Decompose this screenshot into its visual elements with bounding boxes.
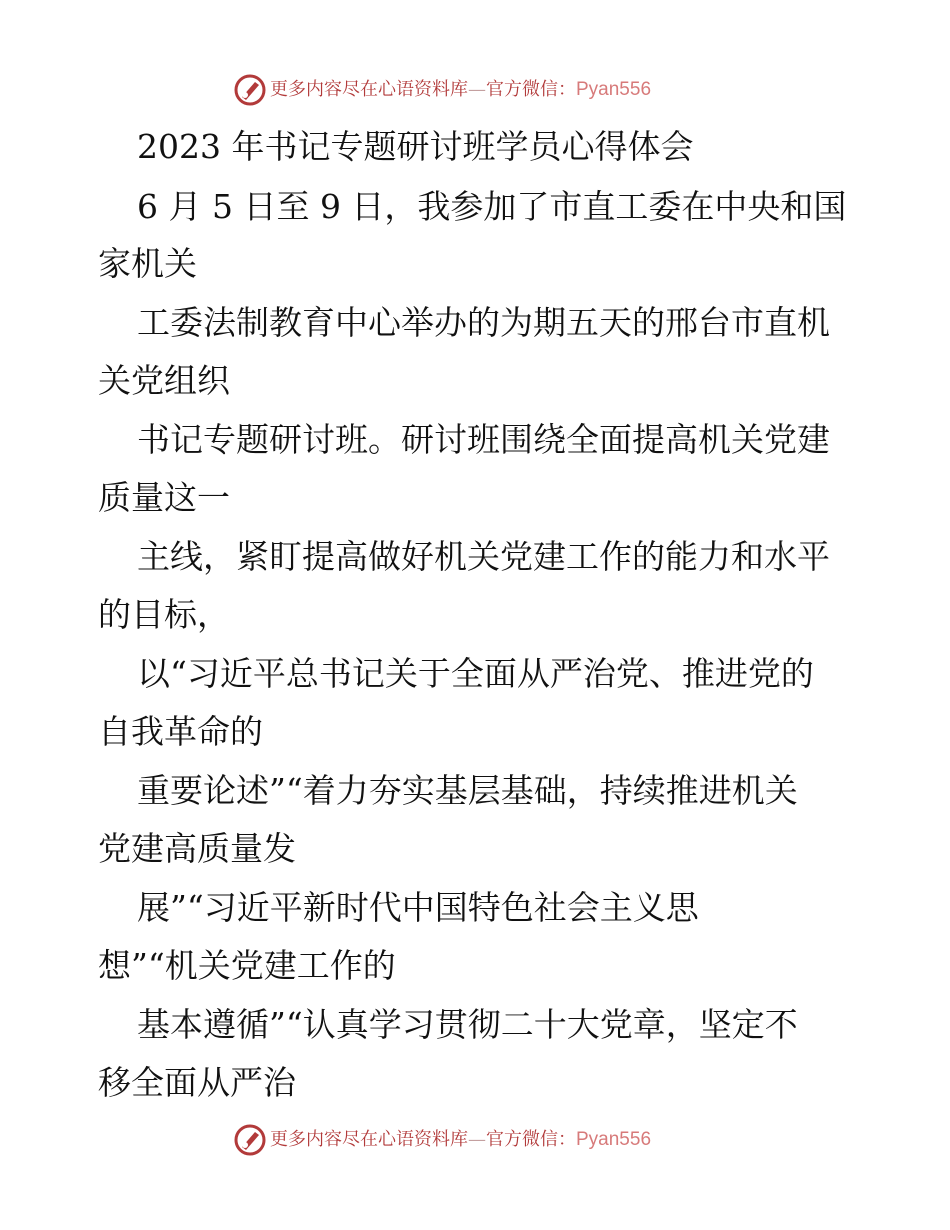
banner-wechat-label: 官方微信：	[486, 1129, 576, 1150]
paragraph-line: 书记专题研讨班。研讨班围绕全面提高机关党建	[137, 420, 830, 459]
paragraph-line: 想”“机关党建工作的	[98, 946, 396, 985]
paragraph-line: 的目标，	[98, 595, 230, 634]
paragraph-line: 展”“习近平新时代中国特色社会主义思	[137, 888, 699, 927]
banner-text	[270, 1118, 651, 1162]
paragraph-line: 以“习近平总书记关于全面从严治党、推进党的	[137, 654, 814, 693]
banner-wechat-label: 官方微信：	[486, 79, 576, 100]
quill-seal-icon	[233, 1123, 267, 1157]
footer-banner	[0, 1118, 950, 1162]
banner-account: Pyan556	[576, 1129, 652, 1150]
paragraph-line: 重要论述”“着力夯实基层基础，持续推进机关	[137, 771, 798, 810]
paragraph-line: 主线，紧盯提高做好机关党建工作的能力和水平	[137, 537, 830, 576]
paragraph-line: 工委法制教育中心举办的为期五天的邢台市直机	[137, 303, 830, 342]
banner-dash: —	[468, 1129, 486, 1150]
header-banner	[0, 68, 950, 112]
paragraph-line: 基本遵循”“认真学习贯彻二十大党章，坚定不	[137, 1005, 798, 1044]
paragraph-line: 关党组织	[98, 361, 230, 400]
banner-dash: —	[468, 79, 486, 100]
quill-seal-icon	[233, 73, 267, 107]
paragraph-line: 6 月 5 日至 9 日，我参加了市直工委在中央和国	[137, 187, 847, 226]
paragraph-line: 家机关	[98, 244, 197, 283]
banner-title: 更多内容尽在心语资料库	[270, 79, 468, 100]
banner-title: 更多内容尽在心语资料库	[270, 1129, 468, 1150]
document-title: 2023 年书记专题研讨班学员心得体会	[137, 127, 694, 166]
paragraph-line: 移全面从严治	[98, 1063, 296, 1102]
paragraph-line: 质量这一	[98, 478, 230, 517]
paragraph-line: 党建高质量发	[98, 829, 296, 868]
paragraph-line: 自我革命的	[98, 712, 263, 751]
banner-account: Pyan556	[576, 79, 652, 100]
banner-text	[270, 68, 651, 112]
